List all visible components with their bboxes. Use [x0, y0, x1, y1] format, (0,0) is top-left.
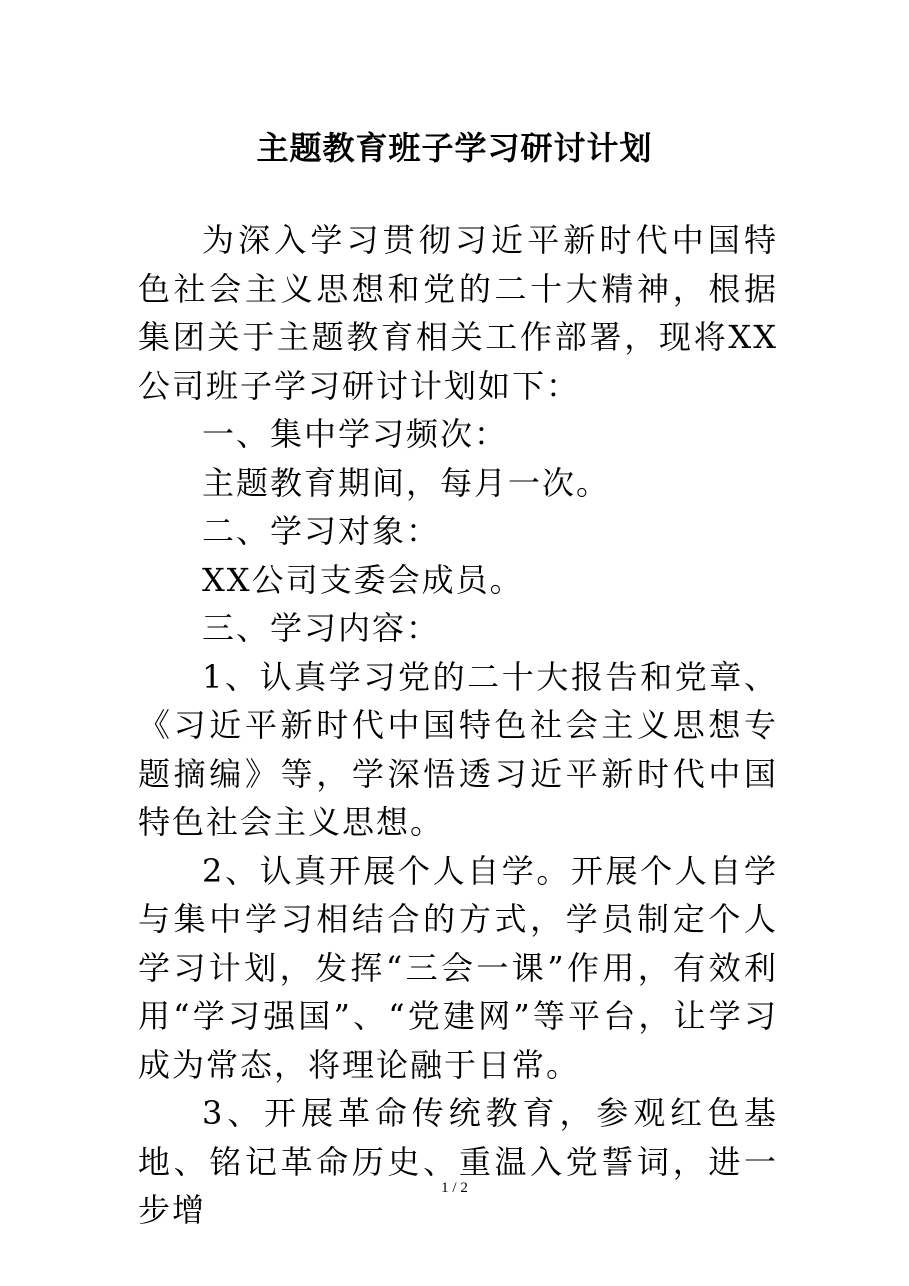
- content-item-2: 2、认真开展个人自学。开展个人自学与集中学习相结合的方式，学员制定个人学习计划，发挥“三会一课”作用，有效利用“学习强国”、“党建网”等平台，让学习成为常态，将理论融于日常。: [138, 851, 778, 1084]
- content-item-1: 1、认真学习党的二十大报告和党章、《习近平新时代中国特色社会主义思想专题摘编》等，学深悟透习近平新时代中国特色社会主义思想。: [138, 657, 778, 841]
- page-number: 1 / 2: [441, 1180, 468, 1196]
- document-body: [138, 216, 778, 1235]
- document-title: 主题教育班子学习研讨计划: [256, 129, 653, 167]
- section-heading-audience: 二、学习对象：: [202, 512, 441, 550]
- section-heading-content: 三、学习内容：: [202, 609, 441, 647]
- audience-text: XX公司支委会成员。: [202, 560, 524, 599]
- section-heading-frequency: 一、集中学习频次：: [202, 415, 509, 453]
- content-item-3: 3、开展革命传统教育，参观红色基地、铭记革命历史、重温入党誓词，进一步增: [138, 1094, 778, 1229]
- frequency-text: 主题教育期间，每月一次。: [202, 463, 611, 502]
- intro-paragraph: 为深入学习贯彻习近平新时代中国特色社会主义思想和党的二十大精神，根据集团关于主题教育相关工作部署，现将XX公司班子学习研讨计划如下：: [138, 221, 778, 405]
